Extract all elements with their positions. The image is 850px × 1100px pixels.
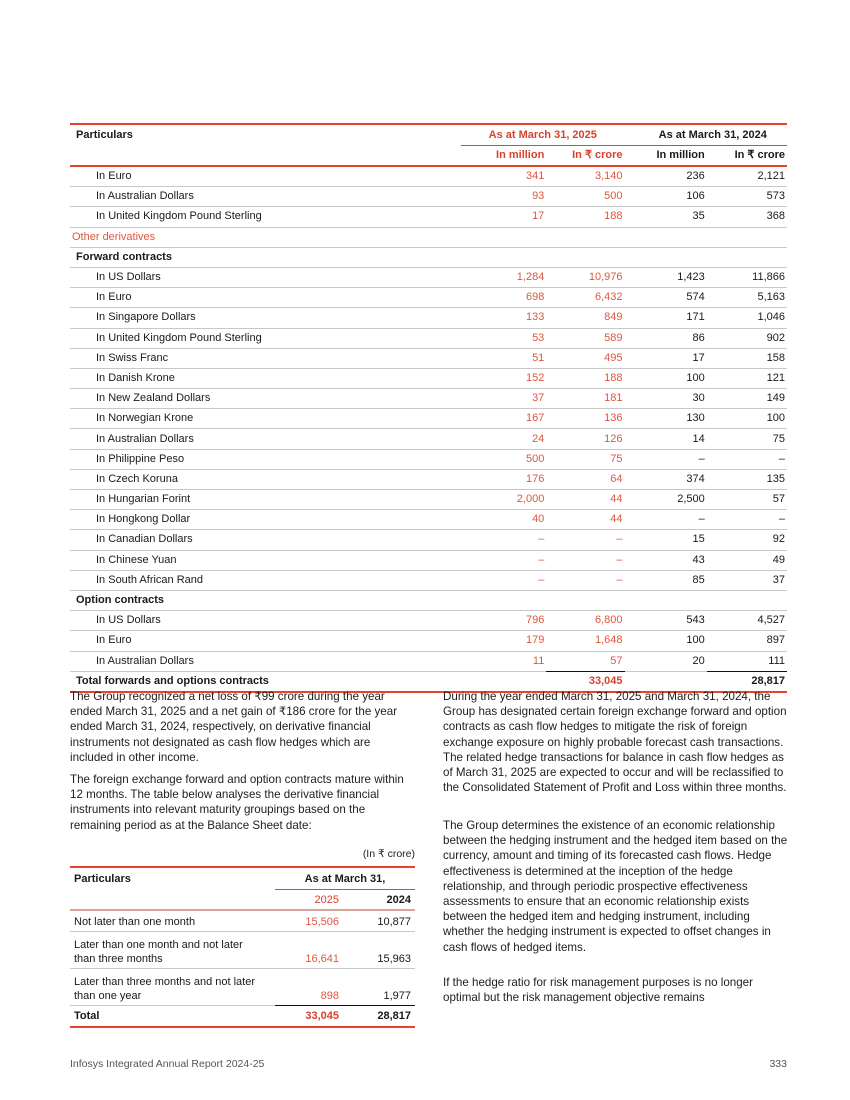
table-row: In Euro 698 6,432 574 5,163 xyxy=(70,288,787,308)
total-2024: 28,817 xyxy=(707,671,787,692)
table-row: In United Kingdom Pound Sterling 17 188 35 368 xyxy=(70,207,787,227)
header-group-2025: As at March 31, 2025 xyxy=(461,124,624,146)
paragraph-net-loss: The Group recognized a net loss of ₹99 crore during the year ended March 31, 2025 and a net gain of ₹186 crore for the year ended March 31, 2024, respectively, on derivative financial instruments not designated as cash flow hedges which are included in other income. xyxy=(70,690,398,764)
maturity-header-2025: 2025 xyxy=(275,890,345,911)
footer-report-title: Infosys Integrated Annual Report 2024-25 xyxy=(70,1058,265,1070)
header-million-2025: In million xyxy=(461,146,546,167)
header-million-2024: In million xyxy=(625,146,707,167)
maturity-total-2025: 33,045 xyxy=(275,1006,345,1028)
table-row: In Hungarian Forint 2,000 44 2,500 57 xyxy=(70,490,787,510)
table-row: In Norwegian Krone 167 136 130 100 xyxy=(70,409,787,429)
paragraph-maturity-intro: The foreign exchange forward and option contracts mature within 12 months. The table below analyses the derivative financial instruments into relevant maturity groupings based on the remaining period as at the Balance Sheet date: xyxy=(70,773,404,832)
table-row: In Singapore Dollars 133 849 171 1,046 xyxy=(70,308,787,328)
maturity-subheader-row xyxy=(70,890,415,911)
option-contracts-row xyxy=(70,590,787,610)
table-row: Later than one month and not later than three months 16,641 15,963 xyxy=(70,932,415,969)
header-group-2024: As at March 31, 2024 xyxy=(625,124,787,146)
table-row: In Chinese Yuan – – 43 49 xyxy=(70,550,787,570)
table-row: In US Dollars 796 6,800 543 4,527 xyxy=(70,611,787,631)
maturity-header-row xyxy=(70,867,415,890)
forward-contracts-row xyxy=(70,247,787,267)
table-row: In Australian Dollars 24 126 14 75 xyxy=(70,429,787,449)
maturity-header-2024: 2024 xyxy=(345,890,415,911)
paragraph-economic-relationship: The Group determines the existence of an economic relationship between the hedging instrument and the hedged item based on the currency, amount and timing of its forecasted cash flows. Hedge effectiveness is determined at the inception of the hedge relationship, and through periodic prospective effectiveness assessments to ensure that an economic relationship exists between the hedged item and hedging instrument, including whether the hedging instrument is expected to offset changes in cash flows of hedged items. xyxy=(443,819,788,954)
other-derivatives-label: Other derivatives xyxy=(70,227,787,247)
table-row: In Euro 341 3,140 236 2,121 xyxy=(70,166,787,187)
maturity-header-as-at: As at March 31, xyxy=(275,867,415,890)
derivatives-table xyxy=(70,123,787,693)
table-header-row xyxy=(70,124,787,146)
table-row: In Hongkong Dollar 40 44 – – xyxy=(70,510,787,530)
table-row: In Euro 179 1,648 100 897 xyxy=(70,631,787,651)
total-2025: 33,045 xyxy=(546,671,624,692)
table-row: In US Dollars 1,284 10,976 1,423 11,866 xyxy=(70,267,787,287)
other-derivatives-row xyxy=(70,227,787,247)
table-row: In New Zealand Dollars 37 181 30 149 xyxy=(70,389,787,409)
header-particulars: Particulars xyxy=(70,124,461,146)
maturity-table xyxy=(70,866,415,1028)
header-crore-2025: In ₹ crore xyxy=(546,146,624,167)
table-row: In Czech Koruna 176 64 374 135 xyxy=(70,469,787,489)
table-subheader-row xyxy=(70,146,787,167)
page-number: 333 xyxy=(769,1058,787,1070)
paragraph-cash-flow-hedges: During the year ended March 31, 2025 and March 31, 2024, the Group has designated certain foreign exchange forward and option contracts as cash flow hedges to mitigate the risk of foreign exchange exposure on highly probable forecast cash transactions. The related hedge transactions for balance in cash flow hedges as of March 31, 2025 are expected to occur and will be reclassified to the Consolidated Statement of Profit and Loss within three months. xyxy=(443,690,787,795)
maturity-total-label: Total xyxy=(70,1006,275,1028)
paragraph-hedge-ratio: If the hedge ratio for risk management purposes is no longer optimal but the risk management objective remains xyxy=(443,976,753,1005)
maturity-total-row xyxy=(70,1006,415,1028)
table-row: Later than three months and not later than one year 898 1,977 xyxy=(70,969,415,1006)
table-row: In South African Rand – – 85 37 xyxy=(70,570,787,590)
maturity-total-2024: 28,817 xyxy=(345,1006,415,1028)
table-row: In United Kingdom Pound Sterling 53 589 86 902 xyxy=(70,328,787,348)
table-row: In Australian Dollars 11 57 20 111 xyxy=(70,651,787,671)
forward-contracts-label: Forward contracts xyxy=(70,247,787,267)
table-row: In Danish Krone 152 188 100 121 xyxy=(70,368,787,388)
table-row: Not later than one month 15,506 10,877 xyxy=(70,910,415,932)
table-row: In Canadian Dollars – – 15 92 xyxy=(70,530,787,550)
table-row: In Philippine Peso 500 75 – – xyxy=(70,449,787,469)
unit-note: (In ₹ crore) xyxy=(362,848,415,860)
table-row: In Australian Dollars 93 500 106 573 xyxy=(70,187,787,207)
option-contracts-label: Option contracts xyxy=(70,590,787,610)
maturity-header-particulars: Particulars xyxy=(70,867,275,890)
table-row: In Swiss Franc 51 495 17 158 xyxy=(70,348,787,368)
header-crore-2024: In ₹ crore xyxy=(707,146,787,167)
total-label: Total forwards and options contracts xyxy=(70,671,461,692)
